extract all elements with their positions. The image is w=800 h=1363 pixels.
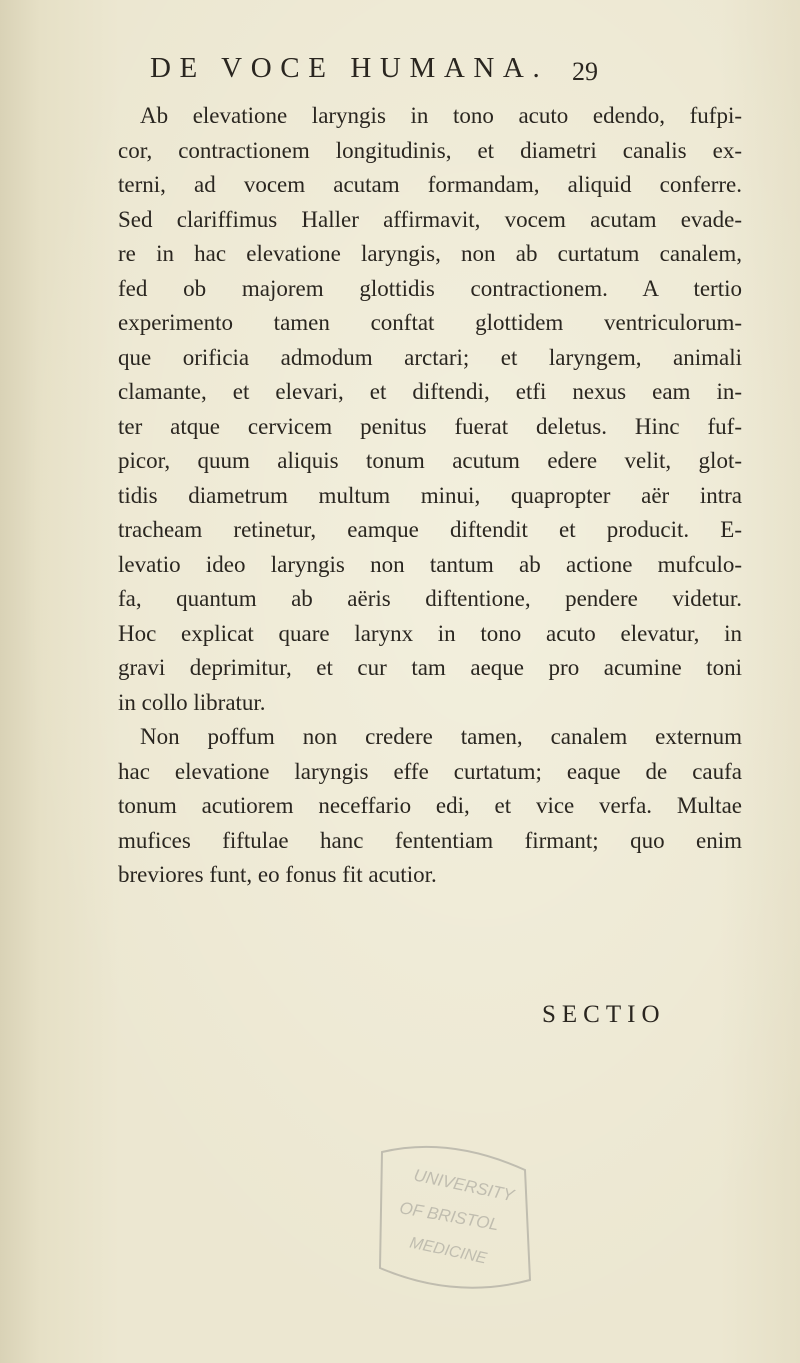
- paragraph-1: [118, 99, 742, 720]
- text-line: ter atque cervicem penitus fuerat deletus. Hinc fuf-: [118, 413, 742, 439]
- text-line: clamante, et elevari, et diftendi, etfi nexus eam in-: [118, 379, 742, 404]
- text-line: Sed clariffimus Haller affirmavit, vocem acutam evade-: [118, 206, 742, 232]
- running-title: DE VOCE HUMANA.: [150, 52, 549, 84]
- text-line: hac elevatione laryngis effe curtatum; eaque de caufa: [118, 758, 742, 784]
- text-line: fa, quantum ab aëris diftentione, pendere videtur.: [118, 586, 742, 611]
- text-line: Non poffum non credere tamen, canalem externum: [140, 724, 742, 749]
- stamp-line-2: OF BRISTOL: [398, 1198, 501, 1235]
- text-line: experimento tamen conftat glottidem ventriculorum-: [118, 310, 742, 335]
- text-line: cor, contractionem longitudinis, et diametri canalis ex-: [118, 137, 742, 163]
- text-line: terni, ad vocem acutam formandam, aliquid conferre.: [118, 172, 742, 197]
- text-line: breviores funt, eo fonus fit acutior.: [118, 862, 437, 887]
- text-line: in collo libratur.: [118, 689, 266, 715]
- text-line: tidis diametrum multum minui, quapropter aër intra: [118, 482, 742, 508]
- text-line: levatio ideo laryngis non tantum ab actione mufculo-: [118, 551, 742, 577]
- text-line: Ab elevatione laryngis in tono acuto edendo, fufpi-: [140, 103, 742, 128]
- text-line: fed ob majorem glottidis contractionem. A tertio: [118, 275, 742, 301]
- stamp-line-3: MEDICINE: [408, 1234, 489, 1268]
- text-line: Hoc explicat quare larynx in tono acuto elevatur, in: [118, 620, 742, 646]
- page-number: 29: [572, 57, 598, 86]
- text-line: tracheam retinetur, eamque diftendit et producit. E-: [118, 517, 742, 542]
- paragraph-2: [118, 720, 742, 893]
- text-line: que orificia admodum arctari; et laryngem, animali: [118, 344, 742, 370]
- text-line: mufices fiftulae hanc fententiam firmant; quo enim: [118, 827, 742, 853]
- text-line: picor, quum aliquis tonum acutum edere velit, glot-: [118, 448, 742, 473]
- catchword: SECTIO: [542, 1001, 666, 1028]
- text-line: tonum acutiorem neceffario edi, et vice verfa. Multae: [118, 793, 742, 818]
- body-text: [118, 99, 742, 893]
- stamp-line-1: UNIVERSITY: [411, 1165, 516, 1206]
- page-header: [150, 50, 750, 86]
- text-line: gravi deprimitur, et cur tam aeque pro acumine toni: [118, 655, 742, 680]
- text-line: re in hac elevatione laryngis, non ab curtatum canalem,: [118, 241, 742, 266]
- library-stamp: [360, 1140, 540, 1295]
